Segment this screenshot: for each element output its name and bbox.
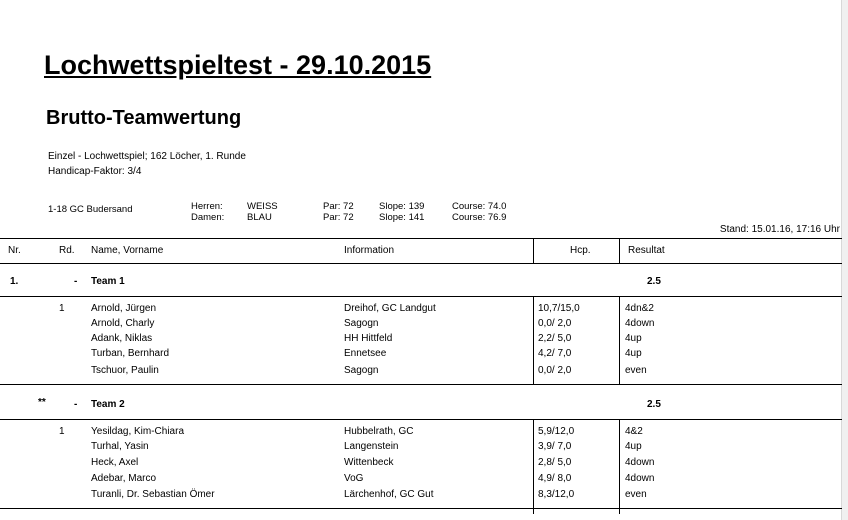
player-info: Langenstein [344,441,399,452]
player-name: Turhal, Yasin [91,441,149,452]
par-damen: Par: 72 [323,212,354,223]
tee-color-herren: WEISS [247,201,278,212]
player-hcp: 4,2/ 7,0 [538,348,572,359]
player-hcp: 2,2/ 5,0 [538,333,572,344]
player-result: 4down [625,318,655,329]
tee-group-damen: Damen: [191,212,225,223]
team-rd: - [74,399,78,410]
player-name: Turban, Bernhard [91,348,170,359]
team-nr: ** [38,397,46,408]
player-result: 4down [625,473,655,484]
player-hcp: 2,8/ 5,0 [538,457,572,468]
course-rating-herren: Course: 74.0 [452,201,507,212]
player-result: even [625,365,647,376]
player-info: Dreihof, GC Landgut [344,303,436,314]
team-name: Team 2 [91,399,125,410]
tee-color-damen: BLAU [247,212,272,223]
player-name: Adank, Niklas [91,333,153,344]
header-nr: Nr. [8,245,21,256]
handicap-factor: Handicap-Faktor: 3/4 [48,166,142,177]
team-rd: - [74,276,78,287]
header-rd: Rd. [59,245,75,256]
header-hcp: Hcp. [570,245,591,256]
player-result: 4down [625,457,655,468]
player-info: Lärchenhof, GC Gut [344,489,434,500]
team-nr: 1. [10,276,19,287]
player-name: Turanli, Dr. Sebastian Ömer [91,489,215,500]
page-title: Lochwettspieltest - 29.10.2015 [44,50,432,80]
team-name: Team 1 [91,276,125,287]
player-hcp: 0,0/ 2,0 [538,318,572,329]
course-rating-damen: Course: 76.9 [452,212,507,223]
player-result: even [625,489,647,500]
slope-herren: Slope: 139 [379,201,425,212]
player-info: Sagogn [344,365,379,376]
player-hcp: 8,3/12,0 [538,489,575,500]
team-result: 2.5 [647,399,661,410]
player-name: Arnold, Charly [91,318,155,329]
player-result: 4up [625,441,642,452]
player-hcp: 10,7/15,0 [538,303,580,314]
player-name: Heck, Axel [91,457,139,468]
tee-group-herren: Herren: [191,201,223,212]
header-information: Information [344,245,395,256]
player-info: Wittenbeck [344,457,394,468]
stand-timestamp: Stand: 15.01.16, 17:16 Uhr [719,224,840,235]
player-name: Tschuor, Paulin [91,365,159,376]
player-result: 4up [625,333,642,344]
player-name: Adebar, Marco [91,473,157,484]
page-subtitle: Brutto-Teamwertung [46,107,242,129]
vertical-scrollbar[interactable] [841,0,848,520]
course-name: 1-18 GC Budersand [48,204,133,215]
player-info: VoG [344,473,364,484]
par-herren: Par: 72 [323,201,354,212]
player-result: 4&2 [625,426,643,437]
player-hcp: 4,9/ 8,0 [538,473,572,484]
player-result: 4up [625,348,642,359]
player-info: Hubbelrath, GC [344,426,414,437]
team-result: 2.5 [647,276,661,287]
header-result: Resultat [628,245,665,256]
player-name: Yesildag, Kim-Chiara [91,426,185,437]
player-hcp: 5,9/12,0 [538,426,575,437]
player-info: Ennetsee [344,348,387,359]
slope-damen: Slope: 141 [379,212,425,223]
player-result: 4dn&2 [625,303,654,314]
player-hcp: 3,9/ 7,0 [538,441,572,452]
player-info: HH Hittfeld [344,333,393,344]
header-name: Name, Vorname [91,245,164,256]
player-hcp: 0,0/ 2,0 [538,365,572,376]
player-rd: 1 [59,303,65,314]
player-name: Arnold, Jürgen [91,303,157,314]
player-rd: 1 [59,426,65,437]
competition-info: Einzel - Lochwettspiel; 162 Löcher, 1. Runde [48,151,246,162]
player-info: Sagogn [344,318,379,329]
